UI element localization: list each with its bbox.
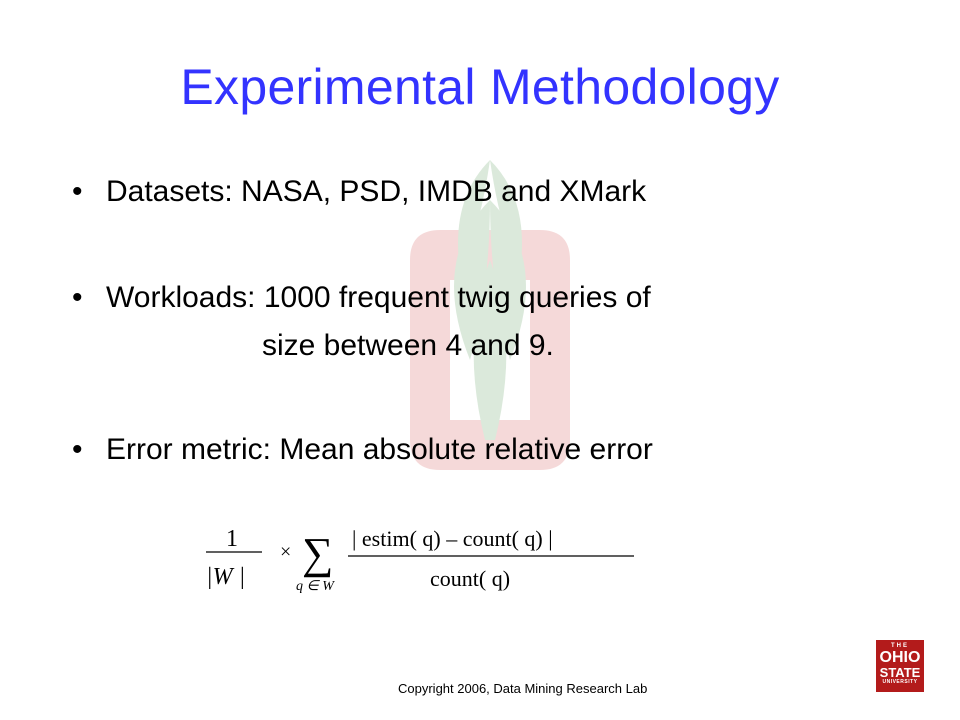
- error-formula: [190, 508, 650, 608]
- bullet-text: Workloads: 1000 frequent twig queries of: [106, 281, 651, 314]
- bullet-continuation: size between 4 and 9.: [262, 329, 554, 362]
- formula-sum-subscript: q ∈ W: [296, 579, 334, 594]
- formula-denominator-left: |W |: [206, 564, 246, 590]
- formula-numerator-right: | estim( q) – count( q) |: [352, 526, 553, 551]
- bullet-dot: •: [72, 433, 83, 466]
- bullet-dot: •: [72, 175, 83, 208]
- formula-sum: ∑: [302, 529, 334, 578]
- bullet-text: Datasets: NASA, PSD, IMDB and XMark: [106, 175, 647, 208]
- formula-times: ×: [280, 541, 292, 563]
- formula-numerator-left: 1: [226, 526, 238, 552]
- logo-line-2: OHIO: [879, 649, 921, 666]
- logo-line-3: STATE: [879, 665, 921, 680]
- bullet-dot: •: [72, 281, 83, 314]
- bullet-text: Error metric: Mean absolute relative error: [106, 433, 653, 466]
- formula-denominator-right: count( q): [430, 566, 511, 591]
- logo-line-1: THE: [891, 643, 909, 649]
- ohio-state-logo: [876, 640, 924, 692]
- footer-copyright: Copyright 2006, Data Mining Research Lab: [398, 681, 648, 696]
- slide-title: Experimental Methodology: [180, 59, 780, 115]
- logo-line-4: UNIVERSITY: [882, 679, 918, 685]
